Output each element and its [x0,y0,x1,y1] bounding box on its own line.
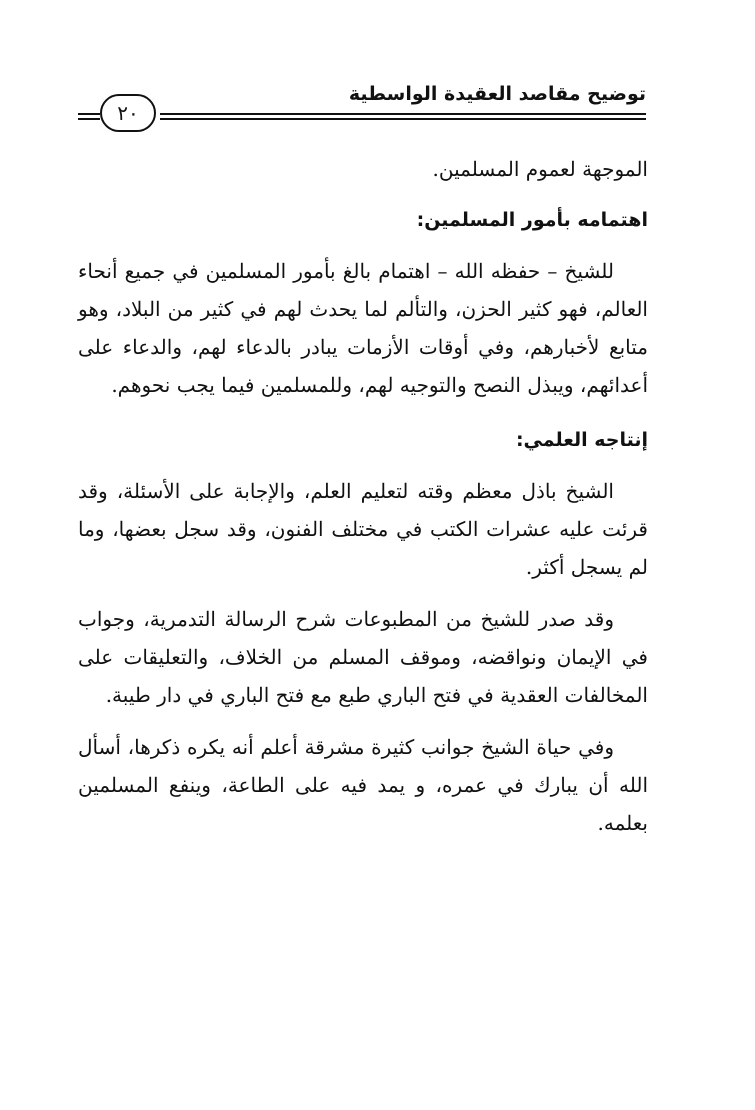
header-rule [160,113,646,115]
opening-line: الموجهة لعموم المسلمين. [432,157,648,181]
page-content [78,150,648,842]
header-rule [78,113,100,115]
paragraph: وقد صدر للشيخ من المطبوعات شرح الرسالة التدمرية، وجواب في الإيمان ونواقضه، وموقف المسلم من الخلاف، والتعليقات على المخالفات العقدية في فتح الباري طبع مع فتح الباري في دار طيبة. [78,607,648,707]
section-heading: اهتمامه بأمور المسلمين: [416,209,648,231]
page-header [78,78,646,128]
paragraph: للشيخ – حفظه الله – اهتمام بالغ بأمور المسلمين في جميع أنحاء العالم، فهو كثير الحزن، والتألم لما يحدث لهم في كثير من البلاد، وهو متابع لأخبارهم، وفي أوقات الأزمات يبادر بالدعاء لهم، والدعاء على أعدائهم، ويبذل النصح والتوجيه لهم، وللمسلمين فيما يجب نحوهم. [78,259,648,397]
paragraph: الشيخ باذل معظم وقته لتعليم العلم، والإجابة على الأسئلة، وقد قرئت عليه عشرات الكتب في مختلف الفنون، وقد سجل بعضها، وما لم يسجل أكثر. [78,479,648,579]
header-rule [78,118,100,120]
section-heading: إنتاجه العلمي: [515,429,648,451]
paragraph: وفي حياة الشيخ جوانب كثيرة مشرقة أعلم أنه يكره ذكرها، أسأل الله أن يبارك في عمره، و يمد فيه على الطاعة، وينفع المسلمين بعلمه. [78,735,648,835]
header-rule [160,118,646,120]
page-number: ٢٠ [100,94,156,132]
running-title: توضيح مقاصد العقيدة الواسطية [348,83,646,105]
